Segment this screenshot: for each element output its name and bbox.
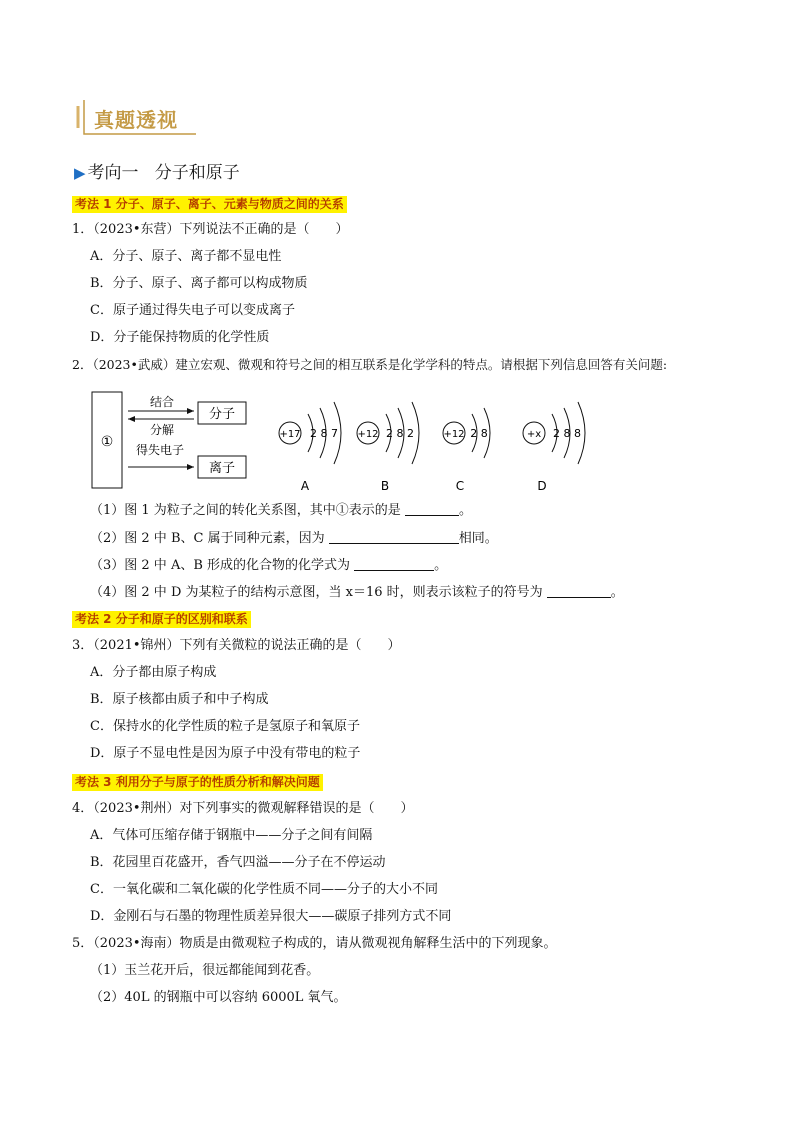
svg-text:2 8 2: 2 8 2 (386, 427, 414, 440)
question-5-sub-2: （2）40L 的钢瓶中可以容纳 6000L 氧气。 (90, 990, 347, 1005)
question-2-stem: 2．（2023•武威）建立宏观、微观和符号之间的相互联系是化学学科的特点。请根据下列信息回答有关问题: (72, 357, 668, 372)
sub-4-end: 。 (610, 585, 624, 600)
svg-text:+17: +17 (279, 429, 301, 440)
atom-d (523, 402, 585, 493)
question-2-sub-2 (90, 529, 498, 548)
svg-text:D: D (537, 479, 547, 493)
question-3-option-b: B．原子核都由质子和中子构成 (90, 692, 269, 707)
svg-text:A: A (300, 479, 310, 493)
question-1-option-b: B．分子、原子、离子都可以构成物质 (90, 276, 308, 291)
kaofa-1-label: 考法 1 分子、原子、离子、元素与物质之间的关系 (72, 196, 347, 213)
sub-3-text: （3）图 2 中 A、B 形成的化合物的化学式为 (90, 558, 355, 573)
svg-text:+12: +12 (357, 429, 379, 440)
sub-1-text: （1）图 1 为粒子之间的转化关系图，其中①表示的是 (90, 503, 405, 518)
sub-2-end: 相同。 (458, 531, 498, 546)
svg-text:2 8 7: 2 8 7 (310, 427, 338, 440)
gain-lose-label: 得失电子 (135, 443, 185, 457)
sub-1-end: 。 (458, 503, 472, 518)
kaofa-3-label: 考法 3 利用分子与原子的性质分析和解决问题 (72, 774, 323, 791)
question-2-sub-3 (90, 556, 447, 575)
atom-b (357, 402, 419, 493)
svg-text:+x: +x (526, 429, 542, 440)
answer-blank[interactable] (329, 529, 459, 544)
combine-arrowhead-icon (187, 408, 194, 414)
question-2-sub-4 (90, 583, 624, 602)
question-1-option-d: D．分子能保持物质的化学性质 (90, 330, 270, 345)
answer-blank[interactable] (547, 583, 611, 598)
question-4-option-a: A．气体可压缩存储于钢瓶中——分子之间有间隔 (90, 828, 373, 843)
question-3-option-a: A．分子都由原子构成 (90, 665, 217, 680)
question-4-option-b: B．花园里百花盛开，香气四溢——分子在不停运动 (90, 855, 386, 870)
atom-a (279, 402, 341, 493)
combine-label: 结合 (149, 395, 175, 409)
answer-blank[interactable] (354, 556, 434, 571)
question-3-stem: 3．（2021•锦州）下列有关微粒的说法正确的是（ ） (72, 638, 401, 653)
question-3-option-d: D．原子不显电性是因为原子中没有带电的粒子 (90, 746, 361, 761)
ionize-arrowhead-icon (187, 464, 194, 470)
question-1-stem: 1．（2023•东营）下列说法不正确的是（ ） (72, 222, 349, 237)
question-5-stem: 5．（2023•海南）物质是由微观粒子构成的，请从微观视角解释生活中的下列现象。 (72, 936, 557, 951)
molecule-label: 分子 (208, 407, 236, 422)
ion-label: 离子 (208, 461, 236, 476)
sub-3-end: 。 (434, 558, 448, 573)
decompose-arrowhead-icon (128, 416, 135, 422)
sub-4-text: （4）图 2 中 D 为某粒子的结构示意图，当 x＝16 时，则表示该粒子的符号为 (90, 585, 547, 600)
question-4-option-c: C．一氧化碳和二氧化碳的化学性质不同——分子的大小不同 (90, 882, 438, 897)
center-symbol: ① (100, 434, 114, 450)
direction-label: 考向一 (87, 163, 139, 183)
question-1-option-a: A．分子、原子、离子都不显电性 (90, 249, 282, 264)
svg-text:2 8 8: 2 8 8 (553, 427, 581, 440)
decompose-label: 分解 (149, 423, 175, 437)
question-4-option-d: D．金刚石与石墨的物理性质差异很大——碳原子排列方式不同 (90, 909, 452, 924)
svg-text:+12: +12 (443, 429, 465, 440)
particle-diagram (90, 386, 710, 496)
triangle-marker-icon: ▶ (74, 164, 86, 182)
svg-text:2 8: 2 8 (470, 427, 488, 440)
section-title: 真题透视 (94, 108, 178, 132)
question-3-option-c: C．保持水的化学性质的粒子是氢原子和氧原子 (90, 719, 360, 734)
question-5-sub-1: （1）玉兰花开后，很远都能闻到花香。 (90, 963, 320, 978)
sub-2-text: （2）图 2 中 B、C 属于同种元素，因为 (90, 531, 329, 546)
atom-c (443, 408, 490, 493)
svg-text:B: B (380, 479, 390, 493)
kaofa-2-label: 考法 2 分子和原子的区别和联系 (72, 611, 251, 628)
question-1-option-c: C．原子通过得失电子可以变成离子 (90, 303, 295, 318)
direction-title: 分子和原子 (154, 163, 240, 183)
svg-text:C: C (455, 479, 465, 493)
question-4-stem: 4．（2023•荆州）对下列事实的微观解释错误的是（ ） (72, 801, 414, 816)
direction-heading (74, 158, 240, 183)
answer-blank[interactable] (405, 501, 459, 516)
question-2-sub-1 (90, 501, 472, 520)
